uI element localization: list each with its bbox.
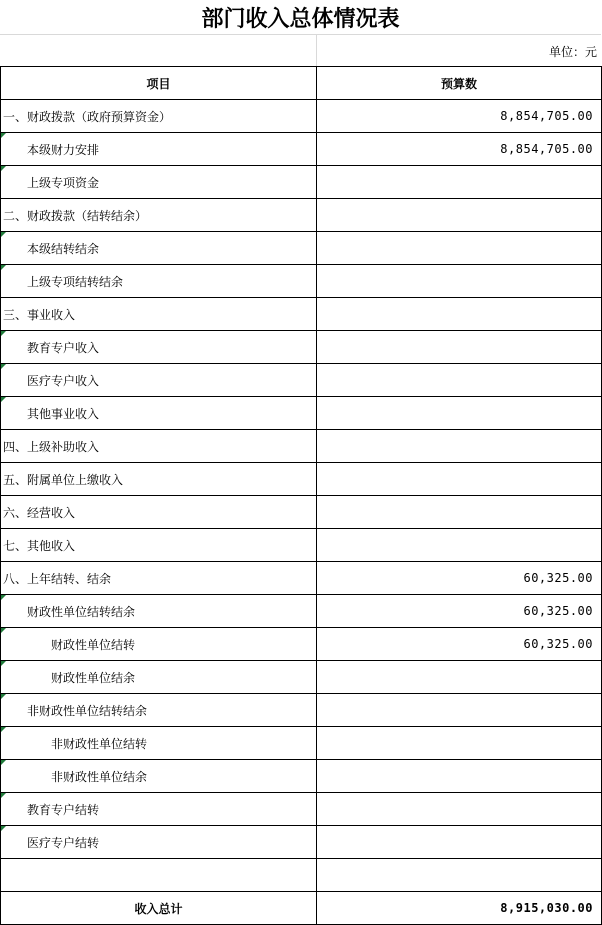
row-label-cell[interactable] [1, 331, 317, 364]
row-label-cell[interactable] [1, 793, 317, 826]
row-budget-value[interactable] [317, 760, 602, 793]
row-label: 上级专项结转结余 [27, 274, 124, 289]
table-row [1, 859, 602, 892]
row-label-cell[interactable] [1, 100, 317, 133]
table-row [1, 562, 602, 595]
row-label: 本级财力安排 [27, 142, 100, 157]
cell-flag-icon [1, 397, 6, 402]
table-row [1, 166, 602, 199]
row-label: 二、财政拨款（结转结余） [3, 208, 148, 223]
row-label-cell[interactable] [1, 430, 317, 463]
row-label: 七、其他收入 [3, 538, 76, 553]
row-budget-value[interactable]: 8,854,705.00 [317, 133, 602, 166]
table-header-row [1, 67, 602, 100]
table-row [1, 529, 602, 562]
income-table [0, 66, 602, 925]
row-budget-value[interactable] [317, 430, 602, 463]
table-row [1, 793, 602, 826]
row-budget-value[interactable] [317, 694, 602, 727]
table-row [1, 265, 602, 298]
cell-flag-icon [1, 331, 6, 336]
table-row [1, 232, 602, 265]
row-label: 四、上级补助收入 [3, 439, 100, 454]
row-label: 教育专户结转 [27, 802, 100, 817]
row-label: 一、财政拨款（政府预算资金） [3, 109, 172, 124]
row-budget-value[interactable] [317, 496, 602, 529]
divider [316, 34, 317, 66]
total-row [1, 892, 602, 925]
row-label-cell[interactable] [1, 760, 317, 793]
row-label: 教育专户收入 [27, 340, 100, 355]
cell-flag-icon [1, 595, 6, 600]
row-budget-value[interactable] [317, 265, 602, 298]
row-budget-value[interactable] [317, 826, 602, 859]
row-budget-value[interactable]: 60,325.00 [317, 562, 602, 595]
column-header-item: 项目 [1, 67, 317, 100]
table-row [1, 760, 602, 793]
row-label: 非财政性单位结转结余 [27, 703, 148, 718]
row-budget-value[interactable] [317, 298, 602, 331]
cell-flag-icon [1, 364, 6, 369]
row-budget-value[interactable] [317, 727, 602, 760]
row-label: 六、经营收入 [3, 505, 76, 520]
row-budget-value[interactable] [317, 166, 602, 199]
row-label-cell[interactable] [1, 265, 317, 298]
cell-flag-icon [1, 661, 6, 666]
row-label: 其他事业收入 [27, 406, 100, 421]
table-row [1, 595, 602, 628]
table-row [1, 331, 602, 364]
row-label: 医疗专户收入 [27, 373, 100, 388]
row-budget-value[interactable]: 8,854,705.00 [317, 100, 602, 133]
row-label-cell[interactable] [1, 298, 317, 331]
row-label-cell[interactable] [1, 364, 317, 397]
row-budget-value[interactable] [317, 529, 602, 562]
row-label: 三、事业收入 [3, 307, 76, 322]
row-label: 医疗专户结转 [27, 835, 100, 850]
total-value: 8,915,030.00 [317, 892, 602, 925]
row-label: 上级专项资金 [27, 175, 100, 190]
row-budget-value[interactable] [317, 793, 602, 826]
table-row [1, 463, 602, 496]
cell-flag-icon [1, 826, 6, 831]
page-title: 部门收入总体情况表 [0, 0, 601, 35]
row-label: 非财政性单位结转 [51, 736, 148, 751]
row-label-cell[interactable] [1, 463, 317, 496]
table-row [1, 826, 602, 859]
table-row [1, 496, 602, 529]
row-label-cell[interactable] [1, 562, 317, 595]
cell-flag-icon [1, 133, 6, 138]
unit-label: 单位：元 [548, 45, 597, 59]
row-budget-value[interactable] [317, 397, 602, 430]
cell-flag-icon [1, 727, 6, 732]
cell-flag-icon [1, 166, 6, 171]
table-row [1, 298, 602, 331]
cell-flag-icon [1, 265, 6, 270]
row-label-cell[interactable] [1, 628, 317, 661]
row-label: 八、上年结转、结余 [3, 571, 112, 586]
row-label-cell[interactable] [1, 133, 317, 166]
cell-flag-icon [1, 760, 6, 765]
row-label-cell[interactable] [1, 694, 317, 727]
row-label-cell[interactable] [1, 166, 317, 199]
table-row [1, 364, 602, 397]
row-label-cell[interactable] [1, 826, 317, 859]
row-label-cell[interactable] [1, 397, 317, 430]
unit-row [0, 34, 601, 67]
row-budget-value[interactable] [317, 463, 602, 496]
table-row [1, 199, 602, 232]
row-label-cell[interactable] [1, 496, 317, 529]
row-label-cell[interactable] [1, 595, 317, 628]
row-label-cell[interactable] [1, 199, 317, 232]
cell-flag-icon [1, 694, 6, 699]
row-label: 财政性单位结转 [51, 637, 136, 652]
row-label-cell[interactable] [1, 529, 317, 562]
row-label: 财政性单位结转结余 [27, 604, 136, 619]
row-budget-value[interactable] [317, 364, 602, 397]
row-budget-value[interactable]: 60,325.00 [317, 595, 602, 628]
row-budget-value[interactable] [317, 661, 602, 694]
row-label: 财政性单位结余 [51, 670, 136, 685]
table-row [1, 133, 602, 166]
row-budget-value[interactable] [317, 859, 602, 892]
table-row [1, 727, 602, 760]
table-row [1, 397, 602, 430]
cell-flag-icon [1, 628, 6, 633]
row-budget-value[interactable] [317, 199, 602, 232]
row-label-cell[interactable] [1, 727, 317, 760]
column-header-budget: 预算数 [317, 67, 602, 100]
row-label: 本级结转结余 [27, 241, 100, 256]
row-budget-value[interactable]: 60,325.00 [317, 628, 602, 661]
total-label: 收入总计 [1, 892, 317, 925]
row-budget-value[interactable] [317, 331, 602, 364]
cell-flag-icon [1, 793, 6, 798]
row-label-cell[interactable] [1, 661, 317, 694]
row-label-cell[interactable] [1, 859, 317, 892]
table-row [1, 430, 602, 463]
table-row [1, 661, 602, 694]
cell-flag-icon [1, 232, 6, 237]
row-label: 五、附属单位上缴收入 [3, 472, 124, 487]
table-row [1, 694, 602, 727]
row-label: 非财政性单位结余 [51, 769, 148, 784]
row-budget-value[interactable] [317, 232, 602, 265]
table-row [1, 628, 602, 661]
row-label-cell[interactable] [1, 232, 317, 265]
table-row [1, 100, 602, 133]
